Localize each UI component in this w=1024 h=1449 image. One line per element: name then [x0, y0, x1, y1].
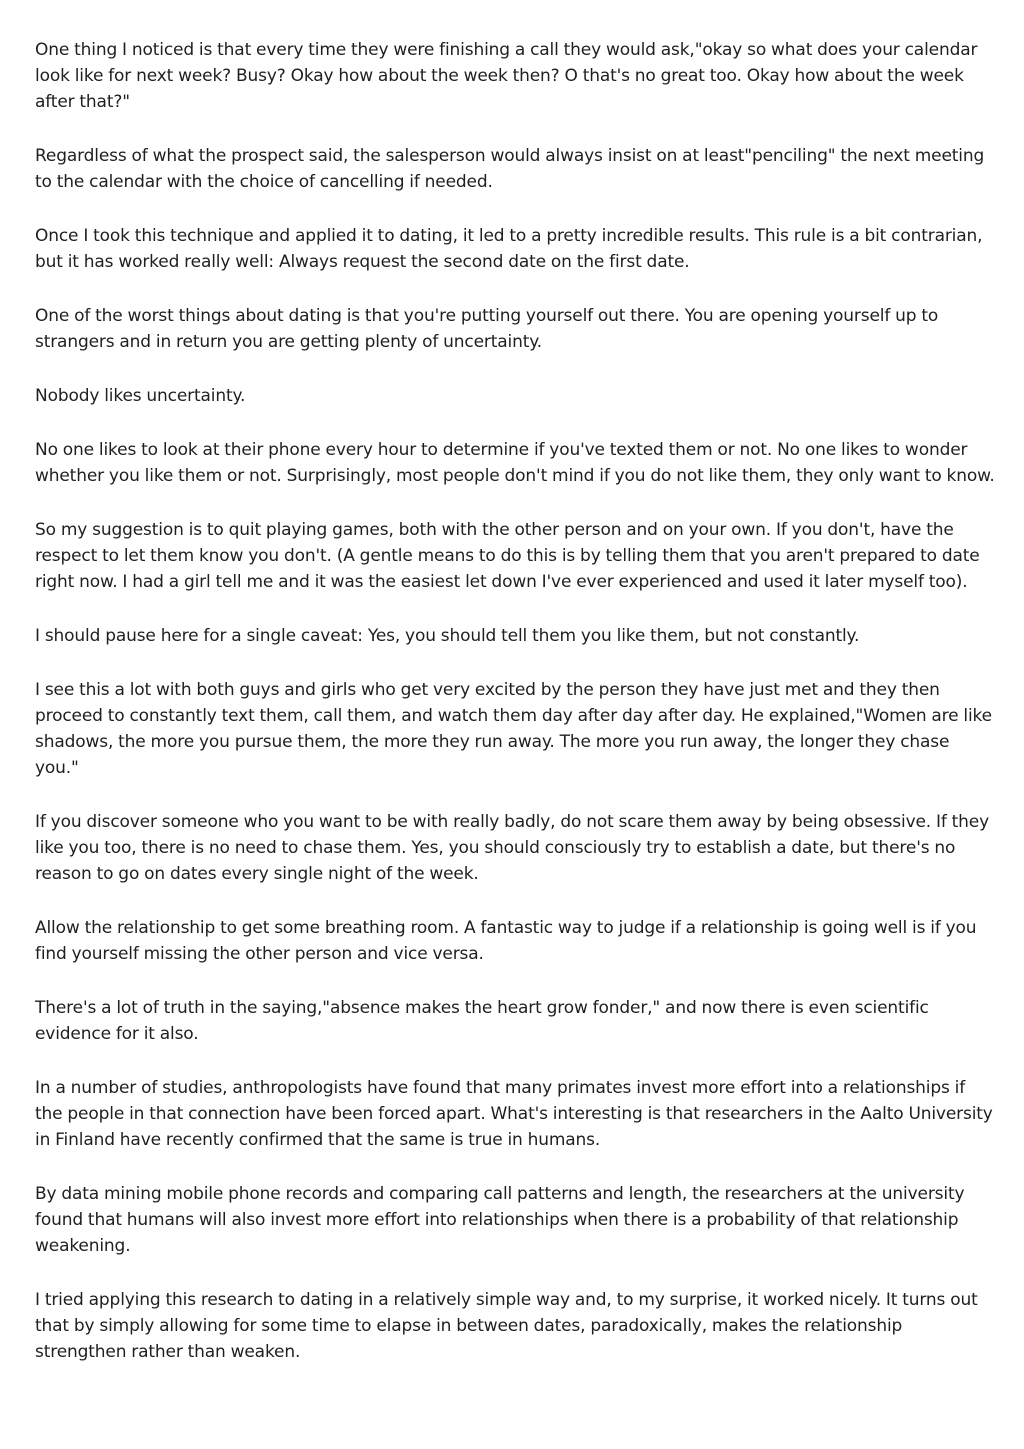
- paragraph-shadows-quote: I see this a lot with both guys and girls who get very excited by the person they have just met and they then proceed to constantly text them, call them, and watch them day after day after day. He explained,"Women are like shadows, the more you pursue them, the more they run away. The more you run away, the longer they chase you.": [35, 680, 992, 778]
- paragraph-quit-playing-games: So my suggestion is to quit playing games, both with the other person and on your own. If you don't, have the respect to let them know you don't. (A gentle means to do this is by telling them that you aren't prepared to date right now. I had a girl tell me and it was the easiest let down I've ever experienced and used it later myself too).: [35, 520, 980, 592]
- paragraph-second-date-rule: Once I took this technique and applied it to dating, it led to a pretty incredible results. This rule is a bit contrarian, but it has worked really well: Always request the second date on the first date.: [35, 226, 983, 272]
- paragraph-breathing-room: Allow the relationship to get some breathing room. A fantastic way to judge if a relationship is going well is if you find yourself missing the other person and vice versa.: [35, 918, 977, 964]
- paragraph-uncertainty-intro: One of the worst things about dating is that you're putting yourself out there. You are opening yourself up to strangers and in return you are getting plenty of uncertainty.: [35, 306, 939, 352]
- paragraph-calendar-question: One thing I noticed is that every time they were finishing a call they would ask,"okay so what does your calendar look like for next week? Busy? Okay how about the week then? O that's no great too. Okay how about the week after that?": [35, 40, 978, 112]
- paragraph-absence-saying: There's a lot of truth in the saying,"absence makes the heart grow fonder," and now there is even scientific evidence for it also.: [35, 998, 929, 1044]
- paragraph-applying-research: I tried applying this research to dating in a relatively simple way and, to my surprise, it worked nicely. It turns out that by simply allowing for some time to elapse in between dates, paradoxically, makes the relationship strengthen rather than weaken.: [35, 1290, 978, 1362]
- paragraph-penciling-meeting: Regardless of what the prospect said, the salesperson would always insist on at least"penciling" the next meeting to the calendar with the choice of cancelling if needed.: [35, 146, 985, 192]
- paragraph-data-mining: By data mining mobile phone records and comparing call patterns and length, the researchers at the university found that humans will also invest more effort into relationships when there is a probability of that relationship weakening.: [35, 1184, 965, 1256]
- paragraph-not-obsessive: If you discover someone who you want to be with really badly, do not scare them away by being obsessive. If they like you too, there is no need to chase them. Yes, you should consciously try to establish a date, but there's no reason to go on dates every single night of the week.: [35, 812, 990, 884]
- paragraph-primate-studies: In a number of studies, anthropologists have found that many primates invest more effort into a relationships if the people in that connection have been forced apart. What's interesting is that researchers in the Aalto University in Finland have recently confirmed that the same is true in humans.: [35, 1078, 993, 1150]
- paragraph-caveat: I should pause here for a single caveat: Yes, you should tell them you like them, but not constantly.: [35, 626, 860, 646]
- paragraph-phone-checking: No one likes to look at their phone every hour to determine if you've texted them or not. No one likes to wonder whether you like them or not. Surprisingly, most people don't mind if you do not like them, they only want to know.: [35, 440, 995, 486]
- paragraph-nobody-likes-uncertainty: Nobody likes uncertainty.: [35, 386, 246, 406]
